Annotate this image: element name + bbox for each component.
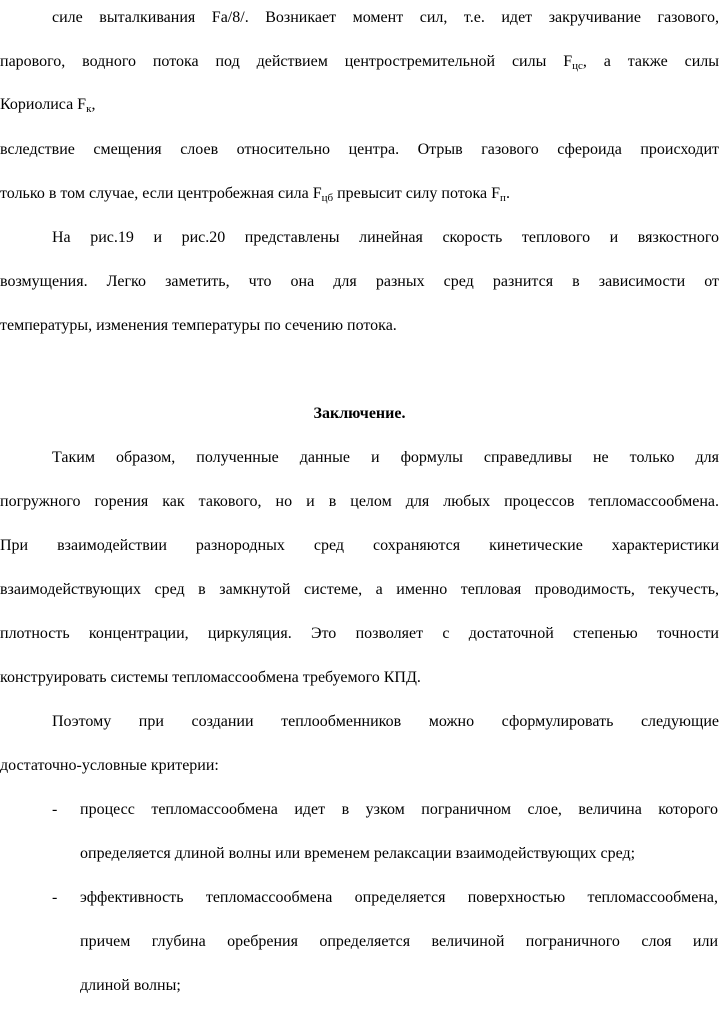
paragraph-line — [0, 182, 719, 206]
subscript: цс — [572, 60, 583, 72]
paragraph-line — [0, 578, 719, 602]
list-item-line — [80, 974, 718, 998]
list-item-line — [80, 886, 718, 910]
paragraph-line — [0, 50, 719, 74]
paragraph-line — [0, 710, 719, 734]
text-run: Поэтому при создании теплообменников можно сформулировать следующие — [52, 713, 719, 730]
text-run: только в том случае, если центробежная сила F — [0, 185, 322, 202]
text-run: Таким образом, полученные данные и формулы справедливы не только для — [52, 449, 719, 466]
text-run: конструировать системы тепломассообмена требуемого КПД. — [0, 669, 421, 686]
paragraph-line — [0, 534, 719, 558]
text-run: возмущения. Легко заметить, что она для разных сред разнится в зависимости от — [0, 273, 719, 290]
paragraph-line — [0, 666, 719, 690]
paragraph-line — [0, 93, 719, 117]
text-run: На рис.19 и рис.20 представлены линейная скорость теплового и вязкостного — [52, 229, 719, 246]
bullet-dash: - — [52, 889, 58, 906]
text-run: достаточно-условные критерии: — [0, 757, 219, 774]
paragraph-line — [0, 314, 719, 338]
text-run: погружного горения как такового, но и в целом для любых процессов тепломассообмена. — [0, 493, 719, 510]
text-run: эффективность тепломассообмена определяется поверхностью тепломассообмена, — [80, 889, 718, 906]
list-item-line — [80, 842, 718, 866]
text-run: Кориолиса F — [0, 96, 87, 113]
subscript: цб — [321, 192, 334, 204]
subscript: к — [86, 103, 92, 115]
paragraph-line — [0, 622, 719, 646]
text-run: длиной волны; — [80, 977, 181, 994]
paragraph-line — [0, 6, 719, 30]
text-run: , — [91, 96, 96, 113]
text-run: парового, водного потока под действием центростремительной силы F — [0, 53, 573, 70]
list-item-line — [80, 798, 718, 822]
text-run: температуры, изменения температуры по сечению потока. — [0, 317, 397, 334]
text-run: превысит силу потока F — [333, 185, 501, 202]
bullet-dash: - — [52, 801, 58, 818]
section-heading: Заключение. — [313, 405, 406, 422]
text-run: При взаимодействии разнородных сред сохраняются кинетические характеристики — [0, 537, 719, 554]
text-run: взаимодействующих сред в замкнутой системе, а именно тепловая проводимость, текучесть, — [0, 581, 719, 598]
text-run: плотность концентрации, циркуляция. Это позволяет с достаточной степенью точности — [0, 625, 719, 642]
paragraph-line — [0, 446, 719, 470]
paragraph-line — [0, 754, 719, 778]
text-run: силе выталкивания Fа/8/. Возникает момент сил, т.е. идет закручивание газового, — [52, 9, 719, 26]
text-run: вследствие смещения слоев относительно центра. Отрыв газового сфероида происходит — [0, 141, 719, 158]
paragraph-line — [0, 270, 719, 294]
paragraph-line — [0, 138, 719, 162]
paragraph-line — [0, 226, 719, 250]
subscript: п — [500, 192, 506, 204]
list-item-line — [80, 930, 718, 954]
text-run: определяется длиной волны или временем релаксации взаимодействующих сред; — [80, 845, 636, 862]
paragraph-line — [0, 490, 719, 514]
text-run: . — [505, 185, 510, 202]
text-run: , а также силы — [582, 53, 719, 70]
text-run: процесс тепломассообмена идет в узком пограничном слое, величина которого — [80, 801, 718, 818]
text-run: причем глубина оребрения определяется величиной пограничного слоя или — [80, 933, 718, 950]
